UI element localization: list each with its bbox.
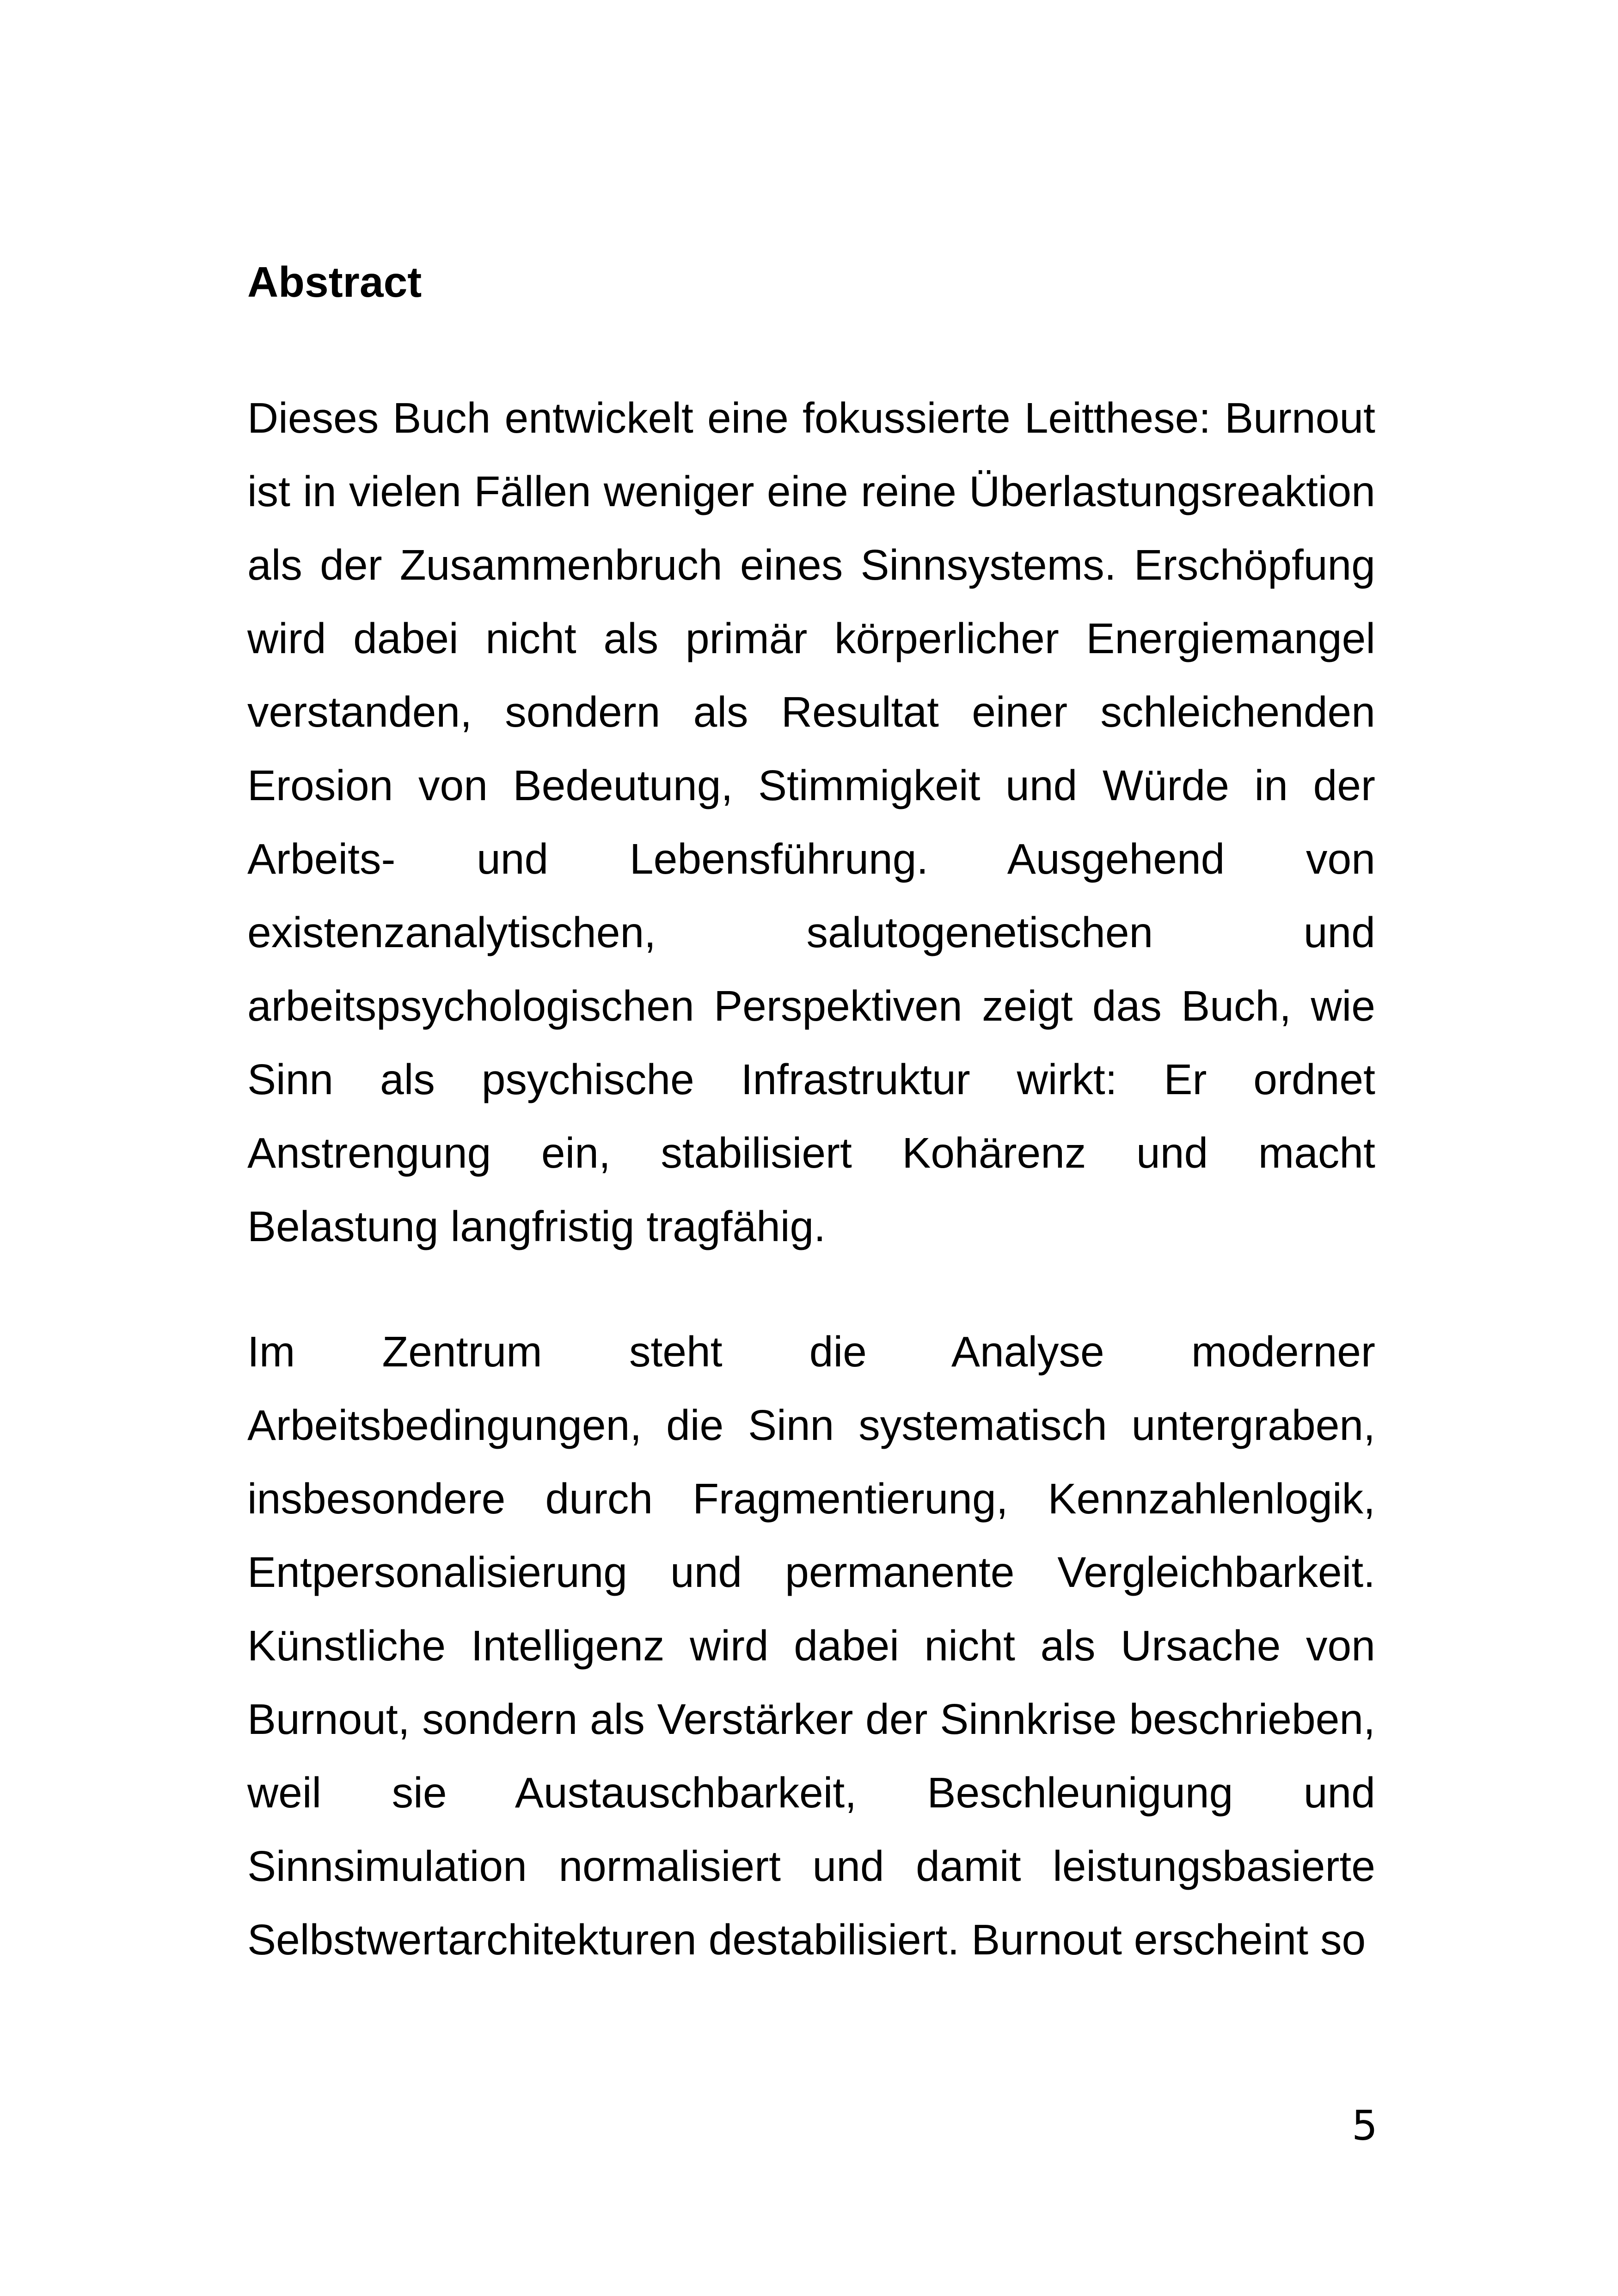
- paragraph-1: Dieses Buch entwickelt eine fokussierte Leitthese: Burnout ist in vielen Fällen weniger eine reine Überlastungsreaktion als der Zusammenbruch eines Sinnsystems. Erschöpfung wird dabei nicht als primär körperlicher Energiemangel verstanden, sondern als Resultat einer schleichenden Erosion von Bedeutung, Stimmigkeit und Würde in der Arbeits- und Lebensführung. Ausgehend von existenzanalytischen, salutogenetischen und arbeitspsychologischen Perspektiven zeigt das Buch, wie Sinn als psychische Infrastruktur wirkt: Er ordnet Anstrengung ein, stabilisiert Kohärenz und macht Belastung langfristig tragfähig.: [247, 394, 1375, 1250]
- paragraph-2: Im Zentrum steht die Analyse moderner Arbeitsbedingungen, die Sinn systematisch untergraben, insbesondere durch Fragmentierung, Kennzahlenlogik, Entpersonalisierung und permanente Vergleichbarkeit. Künstliche Intelligenz wird dabei nicht als Ursache von Burnout, sondern als Verstärker der Sinnkrise beschrieben, weil sie Austauschbarkeit, Beschleunigung und Sinnsimulation normalisiert und damit leistungsbasierte Selbstwertarchitekturen destabilisiert. Burnout erscheint so: [247, 1328, 1375, 1964]
- page-number: 5: [1352, 2102, 1378, 2149]
- section-heading: Abstract: [247, 258, 422, 306]
